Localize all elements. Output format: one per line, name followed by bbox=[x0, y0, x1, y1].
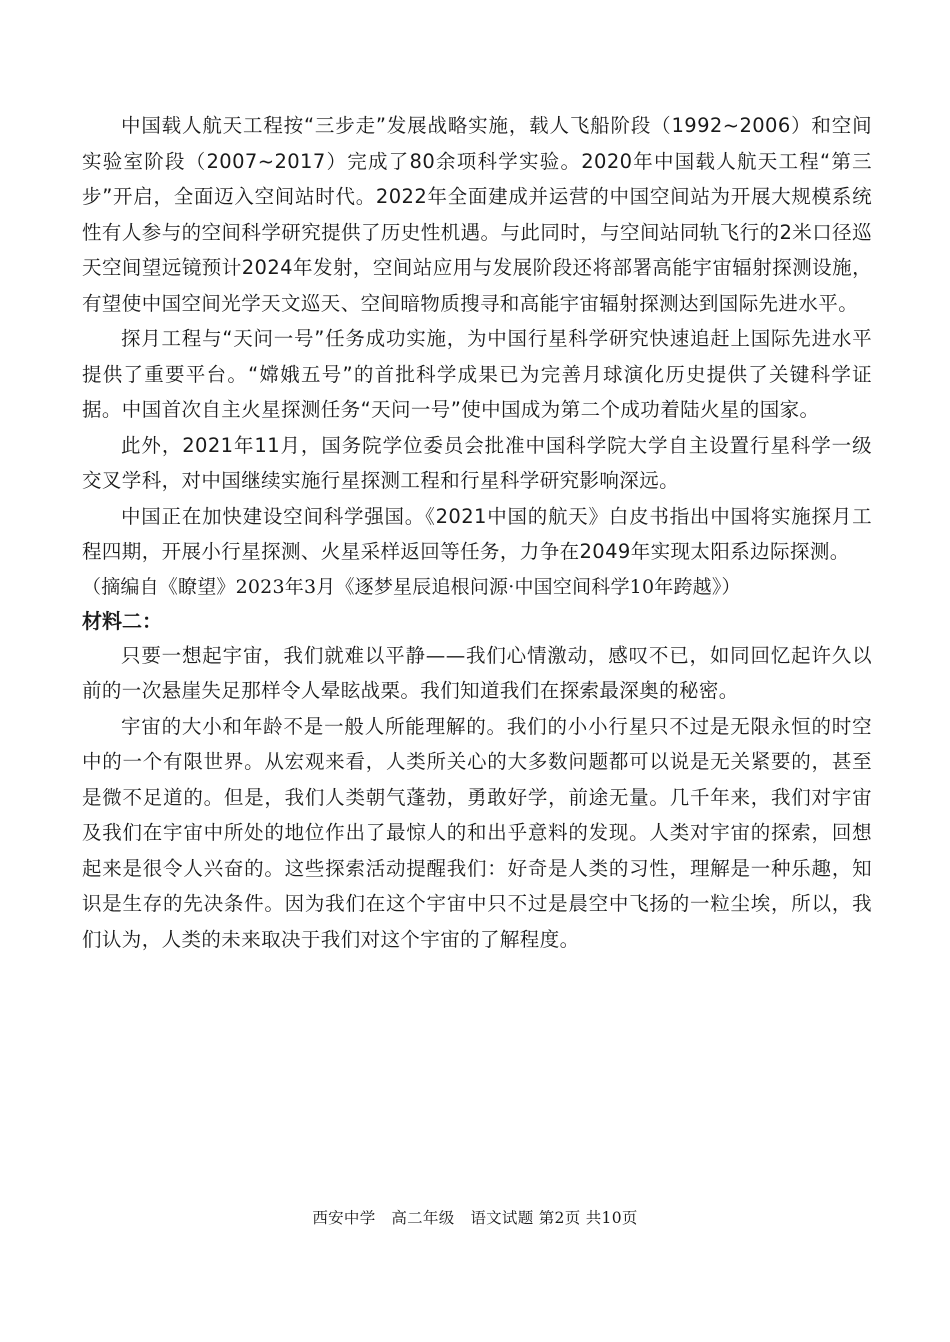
paragraph-planetary-science-discipline: 此外，2021年11月，国务院学位委员会批准中国科学院大学自主设置行星科学一级交叉学科，对中国继续实施行星探测工程和行星科学研究影响深远。 bbox=[82, 433, 872, 492]
section-heading-material-two: 材料二： bbox=[82, 608, 162, 633]
paragraph-space-station: 中国载人航天工程按“三步走”发展战略实施，载人飞船阶段（1992~2006）和空间实验室阶段（2007~2017）完成了80余项科学实验。2020年中国载人航天工程“第三步”开启，全面迈入空间站时代。2022年全面建成并运营的中国空间站为开展大规模系统性有人参与的空间科学研究提供了历史性机遇。与此同时，与空间站同轨飞行的2米口径巡天空间望远镜预计2024年发射，空间站应用与发展阶段还将部署高能宇宙辐射探测设施，有望使中国空间光学天文巡天、空间暗物质搜寻和高能宇宙辐射探测达到国际先进水平。 bbox=[82, 114, 872, 315]
paragraph-space-science-power: 中国正在加快建设空间科学强国。《2021中国的航天》白皮书指出中国将实施探月工程四期，开展小行星探测、火星采样返回等任务，力争在2049年实现太阳系边际探测。 bbox=[82, 504, 872, 563]
paragraph-size-of-universe: 宇宙的大小和年龄不是一般人所能理解的。我们的小小行星只不过是无限永恒的时空中的一个有限世界。从宏观来看，人类所关心的大多数问题都可以说是无关紧要的，甚至是微不足道的。但是，我们人类朝气蓬勃，勇敢好学，前途无量。几千年来，我们对宇宙及我们在宇宙中所处的地位作出了最惊人的和出乎意料的发现。人类对宇宙的探索，回想起来是很令人兴奋的。这些探索活动提醒我们：好奇是人类的习性，理解是一种乐趣，知识是生存的先决条件。因为我们在这个宇宙中只不过是晨空中飞扬的一粒尘埃，所以，我们认为，人类的未来取决于我们对这个宇宙的了解程度。 bbox=[82, 714, 872, 951]
paragraph-thinking-of-universe: 只要一想起宇宙，我们就难以平静——我们心情激动，感叹不已，如同回忆起许久以前的一次悬崖失足那样令人晕眩战栗。我们知道我们在探索最深奥的秘密。 bbox=[82, 643, 872, 702]
page-footer: 西安中学 高二年级 语文试题 第2页 共10页 bbox=[312, 1209, 638, 1227]
source-citation: （摘编自《瞭望》2023年3月《逐梦星辰追根问源·中国空间科学10年跨越》） bbox=[82, 575, 741, 598]
paragraph-lunar-mars-exploration: 探月工程与“天问一号”任务成功实施，为中国行星科学研究快速追赶上国际先进水平提供了重要平台。“嫦娥五号”的首批科学成果已为完善月球演化历史提供了关键科学证据。中国首次自主火星探测任务“天问一号”使中国成为第二个成功着陆火星的国家。 bbox=[82, 327, 872, 421]
exam-page-content bbox=[82, 108, 872, 957]
